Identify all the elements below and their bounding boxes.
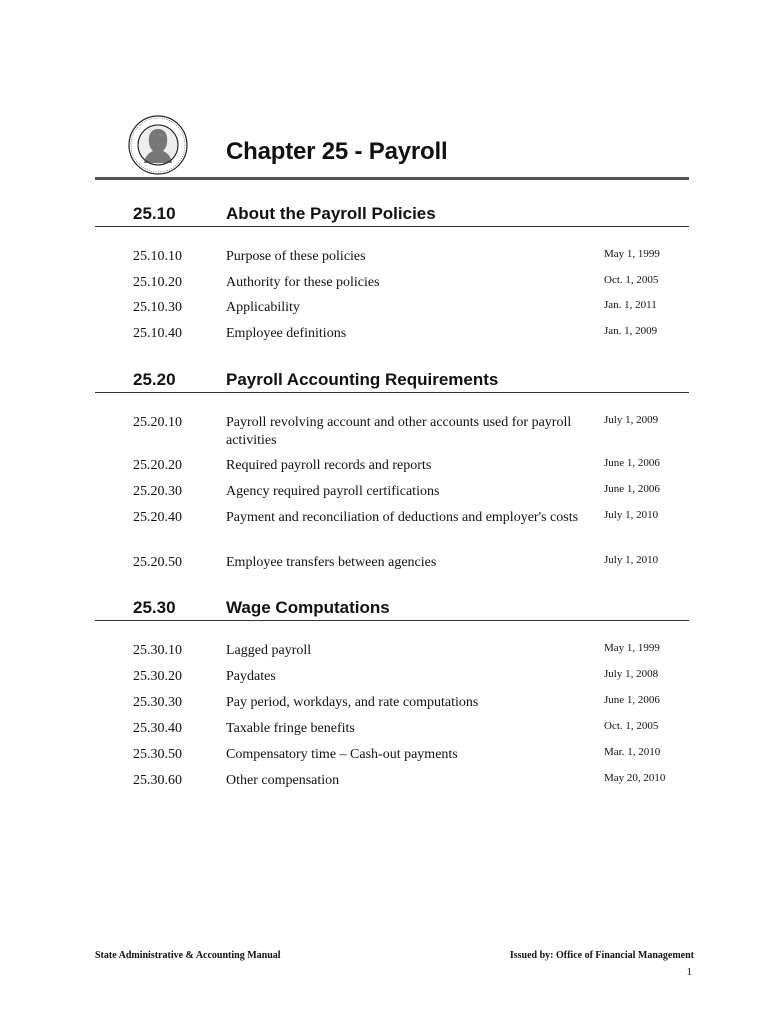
item-title: Payroll revolving account and other accounts used for payroll activities <box>226 415 572 448</box>
item-number: 25.30.50 <box>133 747 182 762</box>
item-title: Pay period, workdays, and rate computations <box>226 695 479 710</box>
chapter-title: Chapter 25 - Payroll <box>226 138 448 165</box>
item-number: 25.30.40 <box>133 721 182 736</box>
item-number: 25.30.10 <box>133 643 182 658</box>
item-title: Taxable fringe benefits <box>226 721 355 736</box>
item-date: June 1, 2006 <box>604 457 660 469</box>
item-number: 25.30.60 <box>133 773 182 788</box>
section-number: 25.20 <box>133 370 176 389</box>
section-divider <box>95 226 689 227</box>
item-number: 25.30.30 <box>133 695 182 710</box>
item-number: 25.10.30 <box>133 300 182 315</box>
footer-manual-name: State Administrative & Accounting Manual <box>95 950 281 961</box>
section-25-30 <box>95 598 689 788</box>
item-number: 25.20.30 <box>133 484 182 499</box>
item-title: Required payroll records and reports <box>226 458 432 473</box>
footer-issuer: Issued by: Office of Financial Management <box>509 950 694 961</box>
section-divider <box>95 620 689 621</box>
item-date: May 20, 2010 <box>604 772 666 784</box>
item-date: June 1, 2006 <box>604 694 660 706</box>
section-number: 25.10 <box>133 204 176 223</box>
section-25-10 <box>95 204 689 341</box>
item-title: Employee definitions <box>226 326 347 341</box>
section-number: 25.30 <box>133 598 176 617</box>
section-title: Wage Computations <box>226 598 390 617</box>
item-title: Purpose of these policies <box>226 249 366 264</box>
item-title: Lagged payroll <box>226 643 312 658</box>
item-date: Mar. 1, 2010 <box>604 746 661 758</box>
item-title: Applicability <box>226 300 300 315</box>
item-date: June 1, 2006 <box>604 483 660 495</box>
item-number: 25.20.10 <box>133 415 182 430</box>
item-title: Agency required payroll certifications <box>226 484 440 499</box>
item-date: Oct. 1, 2005 <box>604 720 659 732</box>
item-date: May 1, 1999 <box>604 248 660 260</box>
item-number: 25.20.40 <box>133 510 182 525</box>
item-date: July 1, 2008 <box>604 668 659 680</box>
section-25-20 <box>95 370 689 570</box>
item-number: 25.10.20 <box>133 275 182 290</box>
item-number: 25.10.10 <box>133 249 182 264</box>
item-number: 25.20.50 <box>133 555 182 570</box>
item-date: July 1, 2010 <box>604 554 659 566</box>
item-date: Oct. 1, 2005 <box>604 274 659 286</box>
item-title: Employee transfers between agencies <box>226 555 437 570</box>
item-date: Jan. 1, 2011 <box>604 299 657 311</box>
item-date: July 1, 2009 <box>604 414 659 426</box>
page-number: 1 <box>686 966 692 978</box>
item-date: Jan. 1, 2009 <box>604 325 658 337</box>
section-title: Payroll Accounting Requirements <box>226 370 499 389</box>
item-number: 25.20.20 <box>133 458 182 473</box>
state-seal-logo <box>128 115 188 175</box>
item-number: 25.10.40 <box>133 326 182 341</box>
section-header <box>95 370 689 394</box>
section-header <box>95 598 689 622</box>
item-title: Payment and reconciliation of deductions and employer's costs <box>226 510 579 525</box>
item-title: Compensatory time – Cash-out payments <box>226 747 458 762</box>
title-divider <box>95 177 689 180</box>
section-title: About the Payroll Policies <box>226 204 436 223</box>
item-date: July 1, 2010 <box>604 509 659 521</box>
section-divider <box>95 392 689 393</box>
item-number: 25.30.20 <box>133 669 182 684</box>
item-title: Authority for these policies <box>226 275 380 290</box>
item-date: May 1, 1999 <box>604 642 660 654</box>
section-header <box>95 204 689 228</box>
item-title: Paydates <box>226 669 276 684</box>
item-title: Other compensation <box>226 773 340 788</box>
